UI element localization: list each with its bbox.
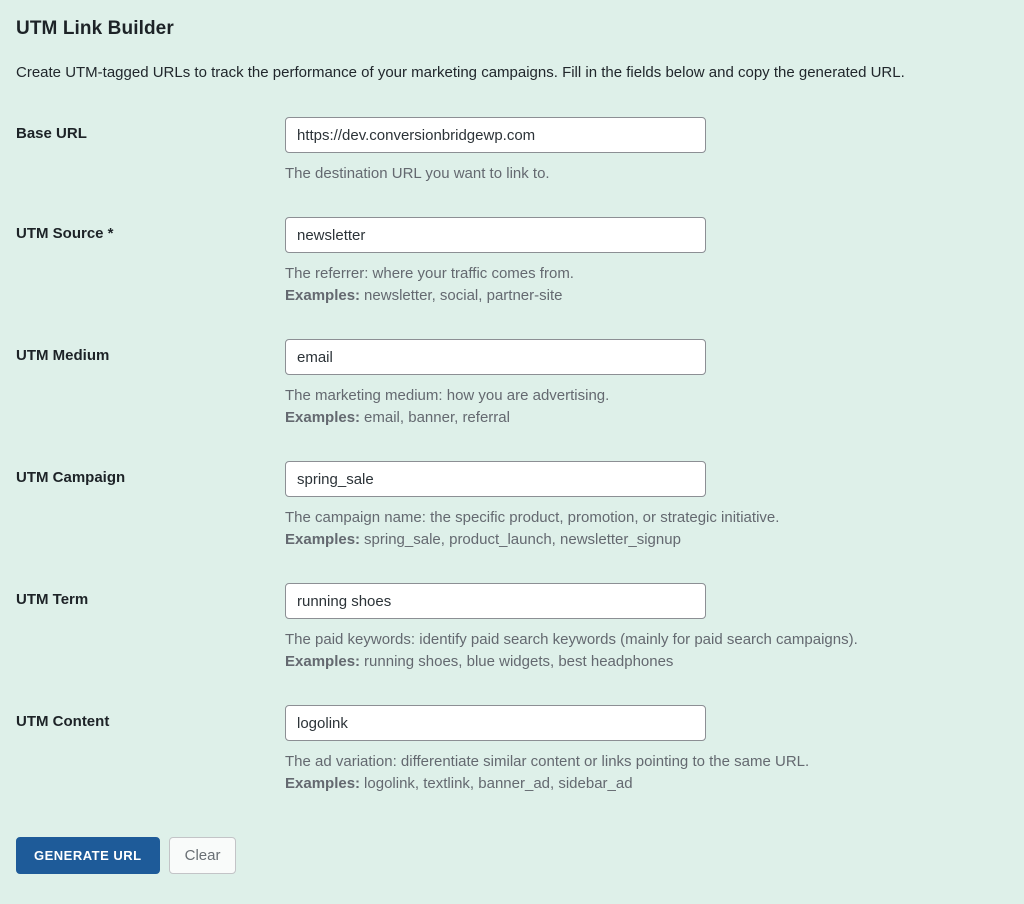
utm-source-input[interactable] — [285, 217, 706, 253]
examples-text: logolink, textlink, banner_ad, sidebar_ad — [364, 775, 633, 792]
help-text — [285, 507, 1008, 551]
help-text — [285, 751, 1008, 795]
examples-text: newsletter, social, partner-site — [364, 287, 563, 304]
examples-line — [285, 529, 1008, 551]
generate-url-button[interactable]: GENERATE URL — [16, 837, 160, 874]
examples-label: Examples: — [285, 287, 361, 304]
examples-text: running shoes, blue widgets, best headphones — [364, 653, 674, 670]
utm-form — [16, 117, 1008, 795]
actions-row — [16, 837, 1008, 874]
examples-text: email, banner, referral — [364, 409, 510, 426]
help-line: The marketing medium: how you are advertising. — [285, 387, 610, 404]
help-line: The paid keywords: identify paid search keywords (mainly for paid search campaigns). — [285, 631, 858, 648]
field-label: UTM Source * — [16, 225, 114, 242]
field-row-utm-campaign — [16, 461, 1008, 551]
help-text — [285, 263, 1008, 307]
help-line: The ad variation: differentiate similar content or links pointing to the same URL. — [285, 753, 810, 770]
field-row-utm-term — [16, 583, 1008, 673]
examples-line — [285, 407, 1008, 429]
utm-medium-input[interactable] — [285, 339, 706, 375]
examples-label: Examples: — [285, 653, 361, 670]
clear-button[interactable]: Clear — [169, 837, 237, 874]
base-url-input[interactable] — [285, 117, 706, 153]
page-title: UTM Link Builder — [16, 18, 174, 39]
page-description: Create UTM-tagged URLs to track the performance of your marketing campaigns. Fill in the fields below and copy the generated URL. — [16, 64, 905, 81]
examples-text: spring_sale, product_launch, newsletter_signup — [364, 531, 681, 548]
examples-line — [285, 285, 1008, 307]
examples-label: Examples: — [285, 775, 361, 792]
field-label: Base URL — [16, 125, 87, 142]
field-label: UTM Campaign — [16, 469, 126, 486]
utm-term-input[interactable] — [285, 583, 706, 619]
field-row-utm-medium — [16, 339, 1008, 429]
help-line: The campaign name: the specific product, promotion, or strategic initiative. — [285, 509, 780, 526]
field-label: UTM Content — [16, 713, 110, 730]
examples-line — [285, 651, 1008, 673]
help-text — [285, 629, 1008, 673]
field-label: UTM Term — [16, 591, 89, 608]
field-row-utm-source — [16, 217, 1008, 307]
help-line: The referrer: where your traffic comes from. — [285, 265, 574, 282]
examples-label: Examples: — [285, 409, 361, 426]
utm-content-input[interactable] — [285, 705, 706, 741]
field-row-base-url — [16, 117, 1008, 185]
field-label: UTM Medium — [16, 347, 110, 364]
field-row-utm-content — [16, 705, 1008, 795]
help-text — [285, 385, 1008, 429]
examples-line — [285, 773, 1008, 795]
utm-campaign-input[interactable] — [285, 461, 706, 497]
help-text: The destination URL you want to link to. — [285, 165, 550, 182]
examples-label: Examples: — [285, 531, 361, 548]
